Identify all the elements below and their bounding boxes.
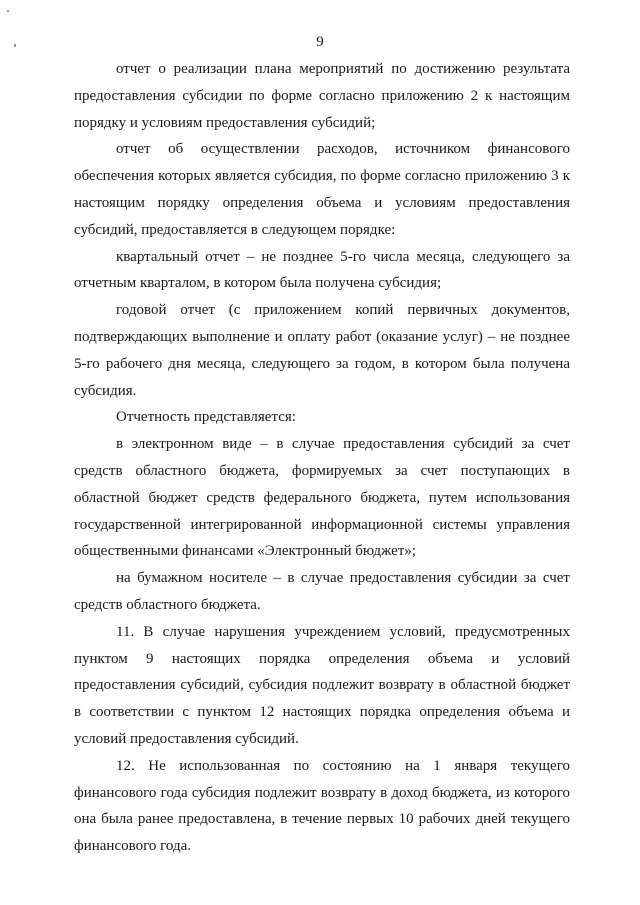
paragraph: в электронном виде – в случае предоставления субсидий за счет средств областного бюджета, формируемых за счет поступающих в областной бюджет средств федерального бюджета, путем использования государственной интегрированной информационной системы управления общественными финансами «Электронный бюджет»; bbox=[74, 436, 570, 560]
paragraph: отчет об осуществлении расходов, источником финансового обеспечения которых является субсидия, по форме согласно приложению 3 к настоящим порядку определения объема и условиям предоставления субсидий, предоставляется в следующем порядке: bbox=[74, 141, 570, 238]
paragraph: 12. Не использованная по состоянию на 1 января текущего финансового года субсидия подлежит возврату в доход бюджета, из которого она была ранее предоставлена, в течение первых 10 рабочих дней текущего финансового года. bbox=[74, 757, 570, 855]
document-body bbox=[74, 56, 570, 860]
paragraph: Отчетность представляется: bbox=[116, 409, 296, 426]
scan-mark bbox=[7, 10, 9, 12]
paragraph: годовой отчет (с приложением копий первичных документов, подтверждающих выполнение и оплату работ (оказание услуг) – не позднее 5-го рабочего дня месяца, следующего за годом, в котором была получена субсидия. bbox=[74, 302, 570, 399]
page-number: 9 bbox=[316, 34, 324, 50]
paragraph: на бумажном носителе – в случае предоставления субсидии за счет средств областного бюджета. bbox=[74, 570, 570, 613]
paragraph: квартальный отчет – не позднее 5-го числа месяца, следующего за отчетным кварталом, в котором была получена субсидия; bbox=[74, 248, 570, 292]
paragraph: отчет о реализации плана мероприятий по достижению результата предоставления субсидии по форме согласно приложению 2 к настоящим порядку и условиям предоставления субсидий; bbox=[74, 61, 570, 131]
paragraph: 11. В случае нарушения учреждением условий, предусмотренных пунктом 9 настоящих порядка определения объема и условий предоставления субсидий, субсидия подлежит возврату в областной бюджет в соответствии с пунктом 12 настоящих порядка определения объема и условий предоставления субсидий. bbox=[74, 623, 570, 747]
